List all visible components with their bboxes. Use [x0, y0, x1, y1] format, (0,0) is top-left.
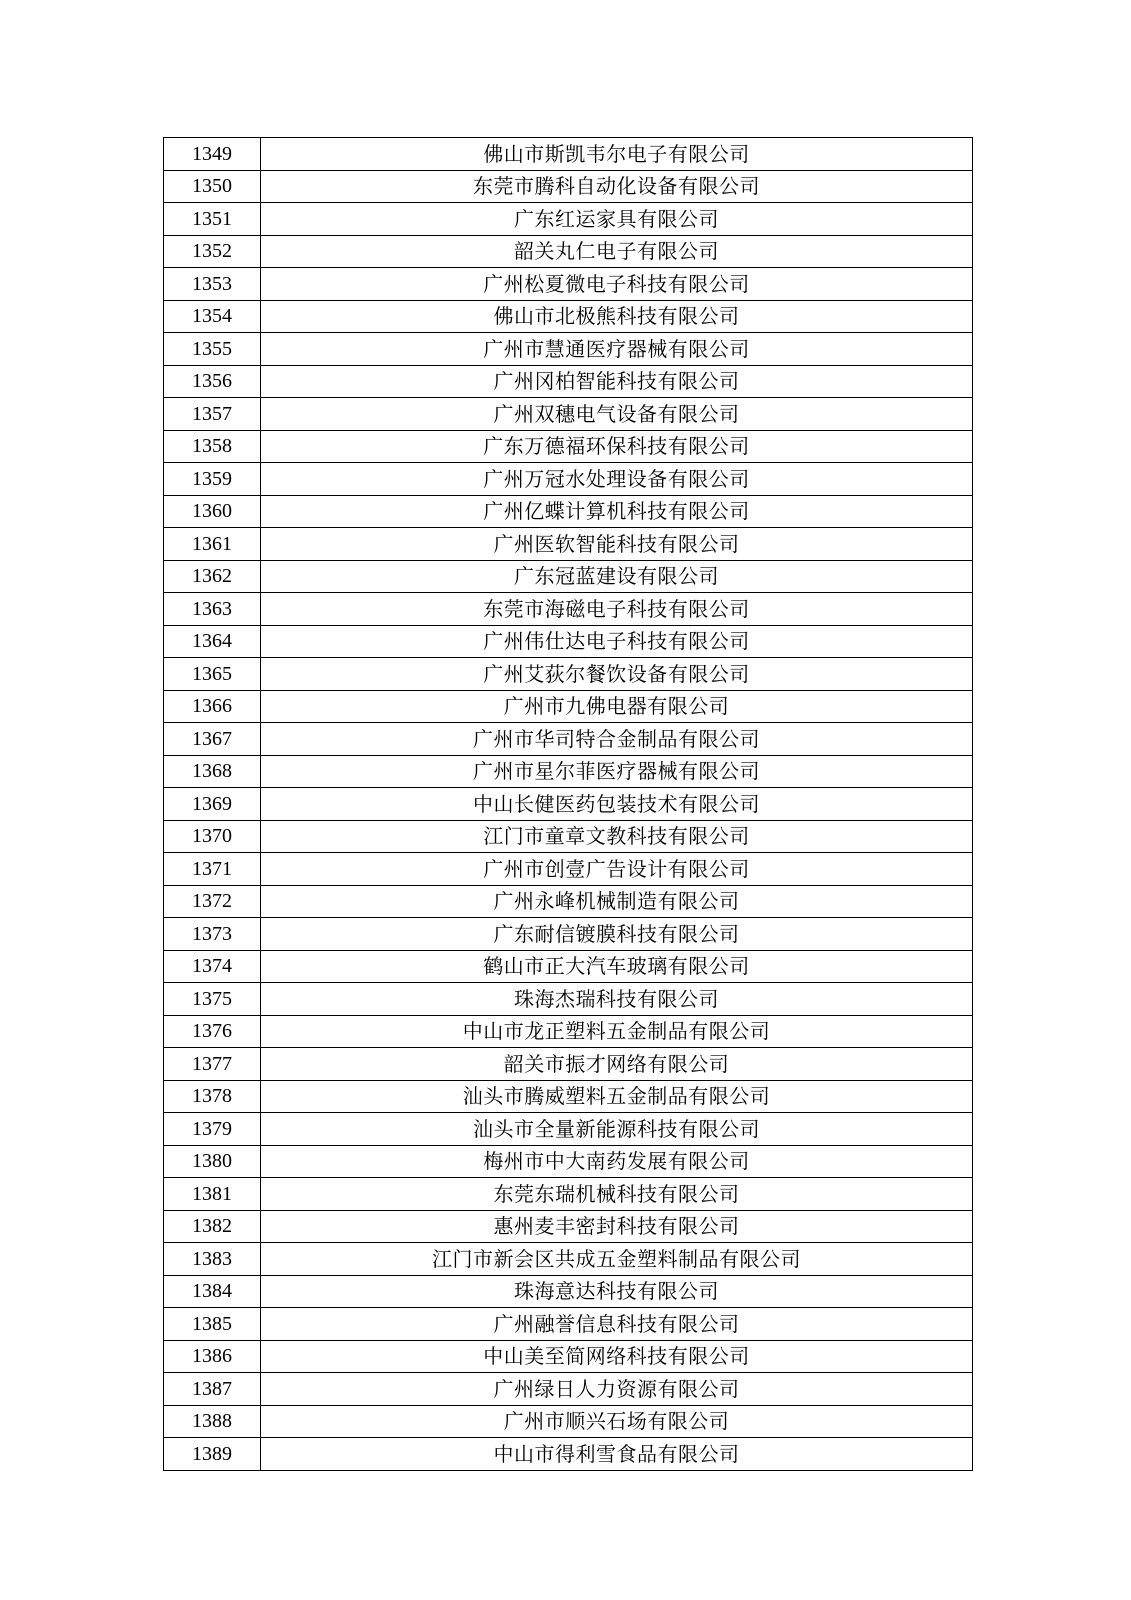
row-number-cell: 1356 — [164, 365, 261, 398]
table-row — [164, 1340, 973, 1373]
table-row — [164, 560, 973, 593]
table-row — [164, 1113, 973, 1146]
table-row — [164, 300, 973, 333]
company-name-cell: 广东冠蓝建设有限公司 — [261, 560, 973, 593]
table-row — [164, 690, 973, 723]
company-name-cell: 广州万冠水处理设备有限公司 — [261, 463, 973, 496]
table-row — [164, 463, 973, 496]
company-name-cell: 广州松夏微电子科技有限公司 — [261, 268, 973, 301]
row-number-cell: 1383 — [164, 1243, 261, 1276]
company-name-cell: 惠州麦丰密封科技有限公司 — [261, 1210, 973, 1243]
company-name-cell: 江门市童章文教科技有限公司 — [261, 820, 973, 853]
table-row — [164, 918, 973, 951]
table-row — [164, 593, 973, 626]
row-number-cell: 1382 — [164, 1210, 261, 1243]
row-number-cell: 1365 — [164, 658, 261, 691]
row-number-cell: 1367 — [164, 723, 261, 756]
row-number-cell: 1353 — [164, 268, 261, 301]
company-name-cell: 韶关市振才网络有限公司 — [261, 1048, 973, 1081]
table-row — [164, 268, 973, 301]
company-name-cell: 广州亿蝶计算机科技有限公司 — [261, 495, 973, 528]
company-name-cell: 广州融誉信息科技有限公司 — [261, 1308, 973, 1341]
company-name-cell: 广东红运家具有限公司 — [261, 203, 973, 236]
row-number-cell: 1376 — [164, 1015, 261, 1048]
row-number-cell: 1374 — [164, 950, 261, 983]
company-name-cell: 珠海意达科技有限公司 — [261, 1275, 973, 1308]
company-name-cell: 广州市九佛电器有限公司 — [261, 690, 973, 723]
row-number-cell: 1360 — [164, 495, 261, 528]
table-row — [164, 1178, 973, 1211]
row-number-cell: 1370 — [164, 820, 261, 853]
company-name-cell: 珠海杰瑞科技有限公司 — [261, 983, 973, 1016]
table-row — [164, 788, 973, 821]
table-row — [164, 755, 973, 788]
table-row — [164, 365, 973, 398]
company-name-cell: 广州医软智能科技有限公司 — [261, 528, 973, 561]
table-row — [164, 1080, 973, 1113]
row-number-cell: 1372 — [164, 885, 261, 918]
company-name-cell: 东莞东瑞机械科技有限公司 — [261, 1178, 973, 1211]
table-row — [164, 235, 973, 268]
company-name-cell: 广州永峰机械制造有限公司 — [261, 885, 973, 918]
company-name-cell: 广州双穗电气设备有限公司 — [261, 398, 973, 431]
table-row — [164, 658, 973, 691]
company-name-cell: 广东万德福环保科技有限公司 — [261, 430, 973, 463]
row-number-cell: 1361 — [164, 528, 261, 561]
row-number-cell: 1358 — [164, 430, 261, 463]
table-row — [164, 138, 973, 171]
row-number-cell: 1375 — [164, 983, 261, 1016]
company-list-body — [164, 138, 973, 1471]
row-number-cell: 1387 — [164, 1373, 261, 1406]
table-row — [164, 625, 973, 658]
table-row — [164, 885, 973, 918]
table-row — [164, 170, 973, 203]
row-number-cell: 1388 — [164, 1405, 261, 1438]
company-list-table — [163, 137, 973, 1471]
row-number-cell: 1389 — [164, 1438, 261, 1471]
table-row — [164, 950, 973, 983]
table-row — [164, 398, 973, 431]
company-name-cell: 东莞市海磁电子科技有限公司 — [261, 593, 973, 626]
company-name-cell: 佛山市斯凯韦尔电子有限公司 — [261, 138, 973, 171]
table-row — [164, 1438, 973, 1471]
row-number-cell: 1363 — [164, 593, 261, 626]
row-number-cell: 1373 — [164, 918, 261, 951]
company-name-cell: 中山长健医药包装技术有限公司 — [261, 788, 973, 821]
row-number-cell: 1349 — [164, 138, 261, 171]
row-number-cell: 1354 — [164, 300, 261, 333]
row-number-cell: 1364 — [164, 625, 261, 658]
company-name-cell: 佛山市北极熊科技有限公司 — [261, 300, 973, 333]
row-number-cell: 1350 — [164, 170, 261, 203]
company-name-cell: 广州市顺兴石场有限公司 — [261, 1405, 973, 1438]
row-number-cell: 1366 — [164, 690, 261, 723]
table-row — [164, 1210, 973, 1243]
table-row — [164, 1048, 973, 1081]
table-row — [164, 1308, 973, 1341]
company-name-cell: 广州市创壹广告设计有限公司 — [261, 853, 973, 886]
company-name-cell: 中山市龙正塑料五金制品有限公司 — [261, 1015, 973, 1048]
table-row — [164, 1015, 973, 1048]
table-row — [164, 983, 973, 1016]
table-row — [164, 1243, 973, 1276]
company-name-cell: 汕头市腾威塑料五金制品有限公司 — [261, 1080, 973, 1113]
row-number-cell: 1368 — [164, 755, 261, 788]
company-name-cell: 东莞市腾科自动化设备有限公司 — [261, 170, 973, 203]
company-name-cell: 韶关丸仁电子有限公司 — [261, 235, 973, 268]
company-name-cell: 广州市慧通医疗器械有限公司 — [261, 333, 973, 366]
table-row — [164, 333, 973, 366]
company-name-cell: 广州艾荻尔餐饮设备有限公司 — [261, 658, 973, 691]
table-row — [164, 1373, 973, 1406]
table-row — [164, 1145, 973, 1178]
company-name-cell: 鹤山市正大汽车玻璃有限公司 — [261, 950, 973, 983]
row-number-cell: 1386 — [164, 1340, 261, 1373]
row-number-cell: 1377 — [164, 1048, 261, 1081]
company-name-cell: 广州冈柏智能科技有限公司 — [261, 365, 973, 398]
row-number-cell: 1359 — [164, 463, 261, 496]
row-number-cell: 1385 — [164, 1308, 261, 1341]
company-name-cell: 江门市新会区共成五金塑料制品有限公司 — [261, 1243, 973, 1276]
row-number-cell: 1371 — [164, 853, 261, 886]
table-row — [164, 1405, 973, 1438]
company-name-cell: 广州市华司特合金制品有限公司 — [261, 723, 973, 756]
table-row — [164, 495, 973, 528]
row-number-cell: 1379 — [164, 1113, 261, 1146]
row-number-cell: 1362 — [164, 560, 261, 593]
company-name-cell: 汕头市全量新能源科技有限公司 — [261, 1113, 973, 1146]
company-name-cell: 中山美至简网络科技有限公司 — [261, 1340, 973, 1373]
company-name-cell: 广州伟仕达电子科技有限公司 — [261, 625, 973, 658]
row-number-cell: 1352 — [164, 235, 261, 268]
table-row — [164, 528, 973, 561]
row-number-cell: 1381 — [164, 1178, 261, 1211]
row-number-cell: 1378 — [164, 1080, 261, 1113]
table-row — [164, 723, 973, 756]
row-number-cell: 1380 — [164, 1145, 261, 1178]
company-name-cell: 梅州市中大南药发展有限公司 — [261, 1145, 973, 1178]
company-name-cell: 广州绿日人力资源有限公司 — [261, 1373, 973, 1406]
table-row — [164, 820, 973, 853]
company-name-cell: 广东耐信镀膜科技有限公司 — [261, 918, 973, 951]
row-number-cell: 1357 — [164, 398, 261, 431]
table-row — [164, 853, 973, 886]
table-row — [164, 203, 973, 236]
row-number-cell: 1369 — [164, 788, 261, 821]
company-name-cell: 广州市星尔菲医疗器械有限公司 — [261, 755, 973, 788]
row-number-cell: 1351 — [164, 203, 261, 236]
table-row — [164, 430, 973, 463]
table-row — [164, 1275, 973, 1308]
company-name-cell: 中山市得利雪食品有限公司 — [261, 1438, 973, 1471]
row-number-cell: 1355 — [164, 333, 261, 366]
row-number-cell: 1384 — [164, 1275, 261, 1308]
